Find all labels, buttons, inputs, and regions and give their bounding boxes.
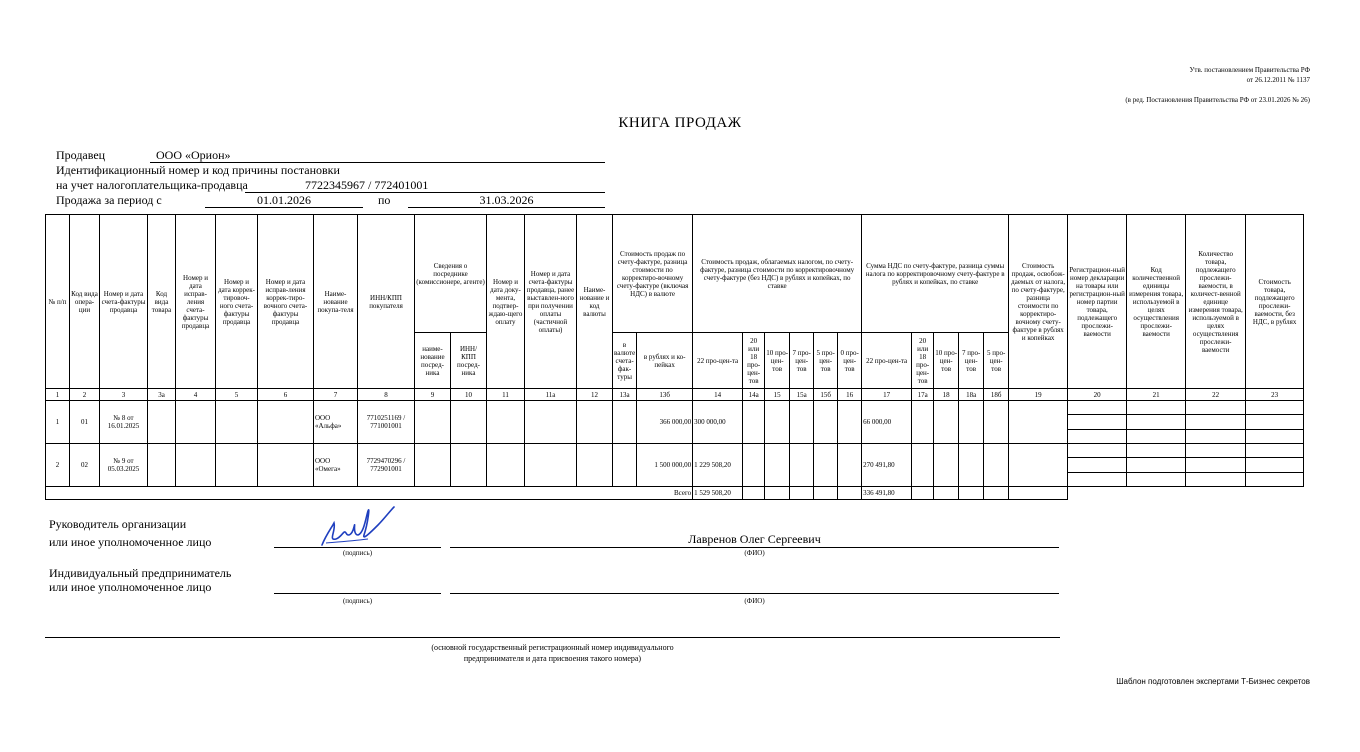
hdr-c14: 22 про-цен-та	[693, 333, 743, 389]
col-number: 3а	[148, 389, 176, 401]
row-buyer-inn: 7729470296 / 772901001	[358, 444, 415, 487]
row-c14: 300 000,00	[693, 401, 743, 444]
hdr-c7: Наиме-нование покупа-теля	[314, 215, 358, 389]
col-number: 3	[100, 389, 148, 401]
row-c17: 66 000,00	[862, 401, 912, 444]
hdr-c14-16: Стоимость продаж, облагаемых налогом, по счету-фактуре, разница стоимости по корректировочному счету-фактуре (без НДС) в рублях и копейках, по ставке	[693, 215, 862, 333]
row-invoice: № 8 от 16.01.2025	[100, 401, 148, 444]
ogrn-caption-1: (основной государственный регистрационный номер индивидуального	[431, 643, 674, 652]
col-number: 14а	[743, 389, 765, 401]
col-number: 18б	[984, 389, 1009, 401]
hdr-c13: Стоимость продаж по счету-фактуре, разница стоимости по корректиро-вочному счету-фактуре (включая НДС) в валюте	[613, 215, 693, 333]
col-number: 4	[176, 389, 216, 401]
col-number: 10	[451, 389, 487, 401]
col-number: 6	[258, 389, 314, 401]
head-fio: Лавренов Олег Сергеевич	[688, 532, 821, 546]
ip-sign-caption: (подпись)	[342, 597, 373, 605]
seller-name: ООО «Орион»	[156, 148, 231, 162]
inn-label-2: на учет налогоплательщика-продавца	[56, 178, 248, 192]
row-num: 1	[46, 401, 70, 444]
hdr-c18a: 7 про-цен-тов	[959, 333, 984, 389]
column-numbers-row	[46, 389, 1304, 401]
col-number: 16	[838, 389, 862, 401]
col-number: 18	[934, 389, 959, 401]
period-to-label: по	[378, 193, 391, 207]
col-number: 12	[577, 389, 613, 401]
col-number: 22	[1186, 389, 1246, 401]
col-number: 15а	[790, 389, 814, 401]
col-number: 11	[487, 389, 525, 401]
row-op-code: 01	[70, 401, 100, 444]
row-invoice: № 9 от 05.03.2025	[100, 444, 148, 487]
hdr-c18: 10 про-цен-тов	[934, 333, 959, 389]
hdr-c3a: Код вида товара	[148, 215, 176, 389]
hdr-c15b: 5 про-цен-тов	[814, 333, 838, 389]
hdr-c21: Код количественной единицы измерения товара, используемой в целях осуществления прослежи-ваемости	[1127, 215, 1186, 389]
hdr-c1: № п/п	[46, 215, 70, 389]
col-number: 5	[216, 389, 258, 401]
hdr-c19: Стоимость продаж, освобож-даемых от налога, по счету-фактуре, разница стоимости по корректиро-вочному счету-фактуре в рублях и копейках	[1009, 215, 1068, 389]
inn-label-1: Идентификационный номер и код причины постановки	[56, 163, 340, 177]
row-num: 2	[46, 444, 70, 487]
table-row	[46, 444, 1304, 487]
row-c17: 270 491,80	[862, 444, 912, 487]
row-buyer: ООО «Омега»	[314, 444, 358, 487]
hdr-c10: ИНН/ КПП посред-ника	[451, 333, 487, 389]
hdr-c22: Количество товара, подлежащего прослежи-ваемости, в количест-венной единице измерения товара, используемой в целях осуществления прослежи-ваемости	[1186, 215, 1246, 389]
col-number: 13а	[613, 389, 637, 401]
col-number: 1	[46, 389, 70, 401]
col-number: 2	[70, 389, 100, 401]
ogrn-caption-2: предпринимателя и дата присвоения такого номера)	[463, 654, 642, 663]
page-title: КНИГА ПРОДАЖ	[618, 115, 742, 131]
total-c17: 336 491,80	[862, 487, 912, 500]
hdr-c15a: 7 про-цен-тов	[790, 333, 814, 389]
hdr-c17: 22 про-цен-та	[862, 333, 912, 389]
period-to: 31.03.2026	[479, 193, 534, 207]
col-number: 9	[415, 389, 451, 401]
hdr-c20: Регистрацион-ный номер декларации на товары или регистрацион-ный номер партии товара, подлежащего прослежи-ваемости	[1068, 215, 1127, 389]
col-number: 18а	[959, 389, 984, 401]
hdr-c17-18: Сумма НДС по счету-фактуре, разница суммы налога по корректировочному счету-фактуре в рублях и копейках, по ставке	[862, 215, 1009, 333]
ip-label-1: Индивидуальный предприниматель	[49, 566, 232, 580]
sales-ledger-table	[45, 214, 1304, 500]
total-row	[46, 487, 1304, 500]
col-number: 19	[1009, 389, 1068, 401]
hdr-c6: Номер и дата исправ-ления коррек-тиро-вочного счета-фактуры продавца	[258, 215, 314, 389]
col-number: 23	[1246, 389, 1304, 401]
col-number: 17	[862, 389, 912, 401]
hdr-c11: Номер и дата доку-мента, подтвер-ждаю-щего оплату	[487, 215, 525, 389]
head-label-1: Руководитель организации	[49, 517, 187, 531]
col-number: 20	[1068, 389, 1127, 401]
hdr-c13a: в валюте счета-фак-туры	[613, 333, 637, 389]
row-c14: 1 229 508,20	[693, 444, 743, 487]
col-number: 15	[765, 389, 790, 401]
total-label: Всего	[46, 487, 693, 500]
hdr-c5: Номер и дата коррек-тировоч-ного счета-фактуры продавца	[216, 215, 258, 389]
hdr-c4: Номер и дата исправ-ления счета-фактуры продавца	[176, 215, 216, 389]
hdr-c15: 10 про-цен-тов	[765, 333, 790, 389]
col-number: 14	[693, 389, 743, 401]
col-number: 7	[314, 389, 358, 401]
ip-fio-caption: (ФИО)	[744, 597, 765, 605]
ip-label-2: или иное уполномоченное лицо	[49, 580, 212, 594]
signature-scribble	[318, 505, 398, 549]
row-op-code: 02	[70, 444, 100, 487]
hdr-c2: Код вида опера-ции	[70, 215, 100, 389]
hdr-c11a: Номер и дата счета-фактуры продавца, ранее выставлен-ного при получении оплаты (частичной оплаты)	[525, 215, 577, 389]
row-c13b: 366 000,00	[637, 401, 693, 444]
period-from: 01.01.2026	[257, 193, 311, 207]
hdr-c18b: 5 про-цен-тов	[984, 333, 1009, 389]
hdr-c9: наиме-нование посред-ника	[415, 333, 451, 389]
hdr-c12: Наиме-нование и код валюты	[577, 215, 613, 389]
row-c13b: 1 500 000,00	[637, 444, 693, 487]
col-number: 8	[358, 389, 415, 401]
col-number: 17а	[912, 389, 934, 401]
approval-line-2: от 26.12.2011 № 1137	[1246, 76, 1310, 84]
approval-amendment: (в ред. Постановления Правительства РФ от 23.01.2026 № 26)	[1125, 96, 1310, 104]
period-label: Продажа за период с	[56, 193, 162, 207]
total-c14: 1 529 508,20	[693, 487, 743, 500]
hdr-c8: ИНН/КПП покупателя	[358, 215, 415, 389]
table-row	[46, 401, 1304, 444]
seller-inn-kpp: 7722345967 / 772401001	[305, 178, 429, 192]
col-number: 11а	[525, 389, 577, 401]
col-number: 13б	[637, 389, 693, 401]
hdr-c17a: 20 или 18 про-цен-тов	[912, 333, 934, 389]
approval-line-1: Утв. постановлением Правительства РФ	[1189, 66, 1310, 74]
col-number: 15б	[814, 389, 838, 401]
row-buyer: ООО «Альфа»	[314, 401, 358, 444]
row-buyer-inn: 7710251169 / 771001001	[358, 401, 415, 444]
hdr-c23: Стоимость товара, подлежащего прослежи-ваемости, без НДС, в рублях	[1246, 215, 1304, 389]
template-footer-note: Шаблон подготовлен экспертами Т-Бизнес секретов	[1116, 677, 1310, 686]
head-sign-caption: (подпись)	[342, 549, 373, 557]
hdr-c14a: 20 или 18 про-цен-тов	[743, 333, 765, 389]
head-label-2: или иное уполномоченное лицо	[49, 535, 212, 549]
hdr-c13b: в рублях и ко-пейках	[637, 333, 693, 389]
hdr-c3: Номер и дата счета-фактуры продавца	[100, 215, 148, 389]
hdr-c9-10: Сведения о посреднике (комиссионере, агенте)	[415, 215, 487, 333]
head-fio-caption: (ФИО)	[744, 549, 765, 557]
hdr-c16: 0 про-цен-тов	[838, 333, 862, 389]
seller-label: Продавец	[56, 148, 106, 162]
col-number: 21	[1127, 389, 1186, 401]
